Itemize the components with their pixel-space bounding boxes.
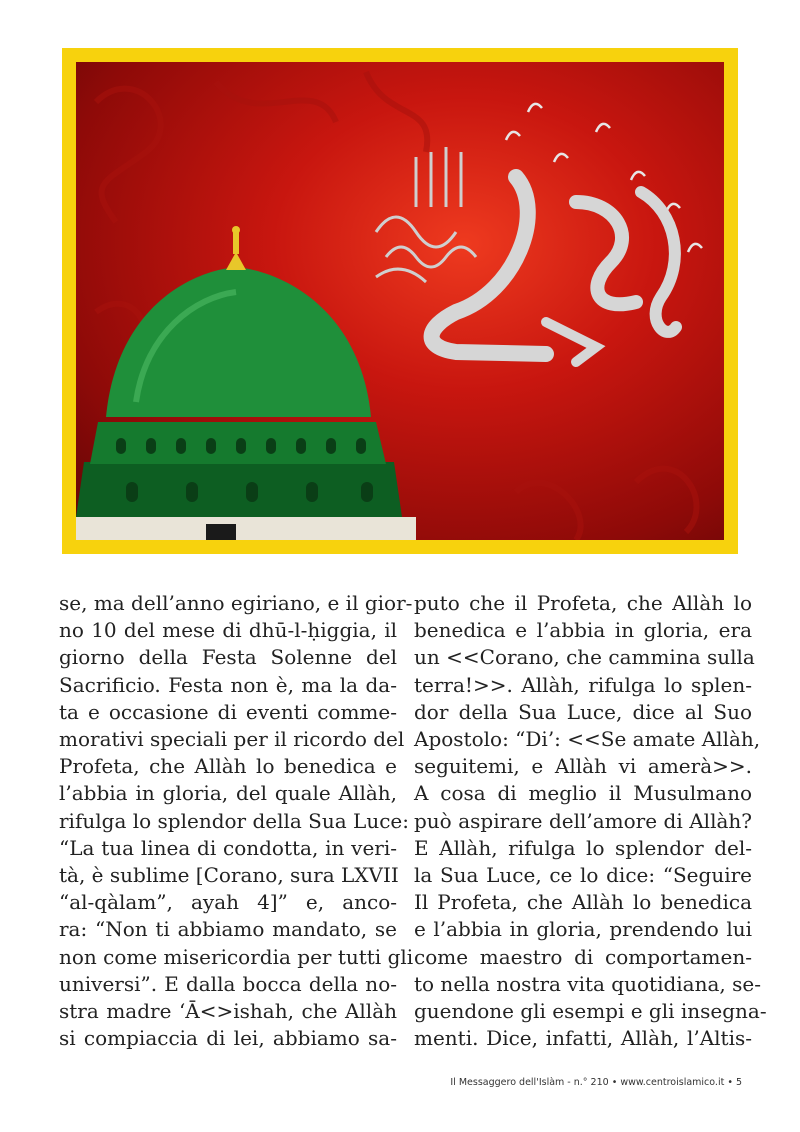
text-line: terra!>>. Allàh, rifulga lo splen- (414, 672, 752, 697)
muhammad-calligraphy (432, 177, 676, 362)
text-line: stra madre ‘Ā<>ishah, che Allàh (59, 999, 397, 1024)
text-line: Sacrificio. Festa non è, ma la da- (59, 672, 397, 697)
text-line: l’abbia in gloria, del quale Allàh, (59, 781, 397, 806)
text-line: se, ma dell’anno egiriano, e il gior- (59, 591, 413, 615)
text-line: E Allàh, rifulga lo splendor del- (414, 835, 752, 860)
green-dome-calligraphy-illustration (76, 62, 724, 540)
text-line: giorno della Festa Solenne del (59, 645, 397, 670)
text-line: non come misericordia per tutti gli (59, 944, 414, 969)
text-line: Il Profeta, che Allàh lo benedica (414, 890, 752, 915)
text-line: e l’abbia in gloria, prendendo lui (414, 917, 752, 942)
text-line: morativi speciali per il ricordo del (59, 727, 405, 752)
text-line: ra: “Non ti abbiamo mandato, se (59, 917, 397, 942)
text-line: rifulga lo splendor della Sua Luce: (59, 808, 409, 833)
text-line: la Sua Luce, ce lo dice: “Seguire (414, 863, 752, 888)
text-line: benedica e l’abbia in gloria, era (414, 618, 752, 643)
text-line: “al-qàlam”, ayah 4]” e, anco- (59, 890, 397, 915)
text-line: Profeta, che Allàh lo benedica e (59, 754, 397, 779)
illustration-frame (62, 48, 738, 554)
salawat-calligraphy (376, 147, 476, 282)
text-line: può aspirare dell’amore di Allàh? (414, 808, 752, 833)
text-line: un <<Corano, che cammina sulla (414, 645, 755, 670)
illustration-image (76, 62, 724, 540)
text-line: seguitemi, e Allàh vi amerà>>. (414, 754, 752, 779)
text-line: tà, è sublime [Corano, sura LXVII (59, 863, 399, 888)
text-line: universi”. E dalla bocca della no- (59, 971, 397, 996)
text-line: Apostolo: “Di’: <<Se amate Allàh, (414, 727, 761, 752)
text-line: “La tua linea di condotta, in veri- (59, 835, 397, 860)
text-line: dor della Sua Luce, dice al Suo (414, 699, 752, 724)
page-footer: Il Messaggero dell'Islàm - n.° 210 • www.centroislamico.it • 5 (450, 1077, 742, 1088)
green-dome (76, 226, 416, 540)
text-line: puto che il Profeta, che Allàh lo (414, 591, 752, 615)
article-column-left (59, 590, 414, 1052)
text-line: si compiaccia di lei, abbiamo sa- (59, 1026, 397, 1051)
text-line: no 10 del mese di dhū-l-ḥiggia, il (59, 618, 397, 643)
text-line: menti. Dice, infatti, Allàh, l’Altis- (414, 1026, 752, 1051)
text-line: guendone gli esempi e gli insegna- (414, 999, 767, 1024)
text-line: ta e occasione di eventi comme- (59, 699, 397, 724)
text-line: A cosa di meglio il Musulmano (414, 781, 752, 806)
text-line: come maestro di comportamen- (414, 944, 752, 969)
text-line: to nella nostra vita quotidiana, se- (414, 971, 761, 996)
article-column-right (414, 590, 767, 1052)
